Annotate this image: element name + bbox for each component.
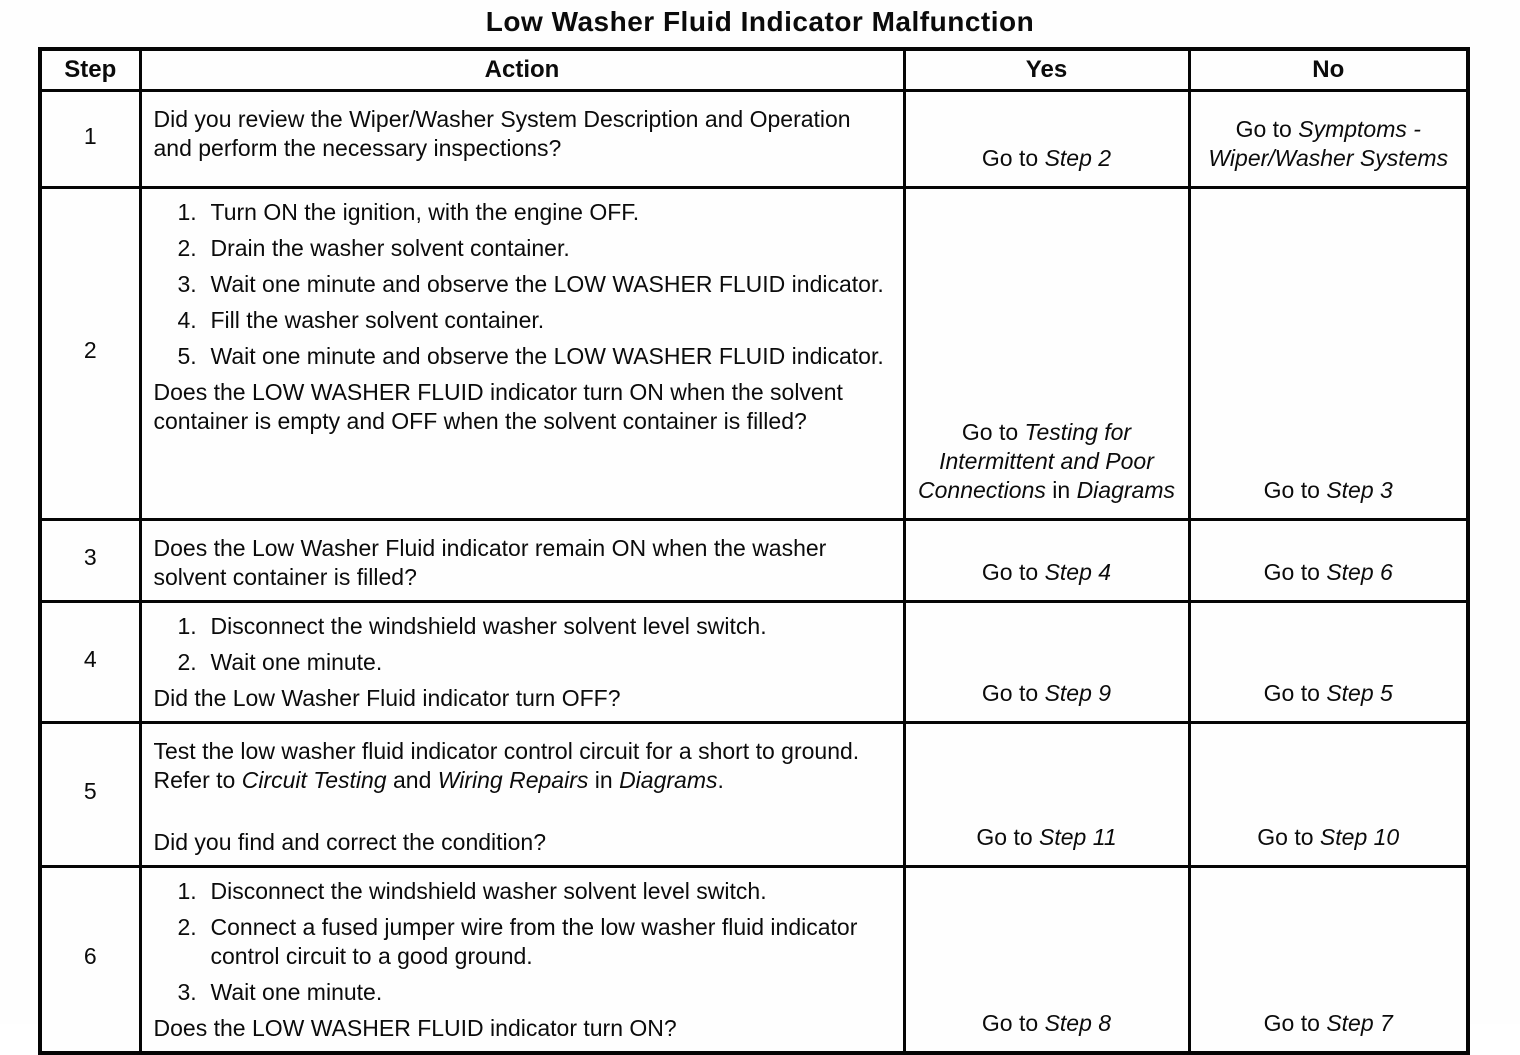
table-row (40, 722, 1468, 866)
action-cell (140, 722, 904, 866)
list-item-number: 1. (177, 877, 197, 904)
action-question (154, 1014, 893, 1043)
text-segment: Connect a fused jumper wire from the low washer fluid indicator control circuit to a good ground. (210, 913, 858, 969)
column-header-no: No (1189, 49, 1468, 90)
table-row (40, 90, 1468, 187)
italic-reference: Diagrams (1076, 476, 1175, 503)
text-segment: Go to (981, 558, 1045, 585)
text-segment: Wait one minute and observe the LOW WASHER FLUID indicator. (210, 342, 884, 369)
action-cell (140, 866, 904, 1053)
table-row (40, 866, 1468, 1053)
numbered-list-item (178, 270, 893, 299)
step-cell: 2 (40, 187, 140, 519)
text-segment: Wait one minute. (210, 978, 383, 1005)
text-segment: in (1045, 476, 1077, 503)
text-segment: Go to (1263, 679, 1327, 706)
table-header (40, 49, 1468, 90)
list-item-number: 5. (177, 342, 197, 369)
no-cell (1189, 519, 1468, 601)
list-item-text (211, 648, 893, 677)
text-segment: Go to (961, 418, 1025, 445)
numbered-list-item (178, 913, 893, 971)
list-item-number: 1. (177, 612, 197, 639)
yes-cell (904, 722, 1189, 866)
text-segment: Turn ON the ignition, with the engine OFF. (210, 198, 640, 225)
numbered-list-item (178, 342, 893, 371)
text-segment: Go to (981, 144, 1045, 171)
action-cell (140, 519, 904, 601)
text-segment: Fill the washer solvent container. (210, 306, 545, 333)
numbered-list-item (178, 648, 893, 677)
column-header-yes: Yes (904, 49, 1189, 90)
list-item-text (211, 306, 893, 335)
table-row (40, 601, 1468, 722)
italic-reference: Testing for Intermittent and Poor Connections (918, 418, 1154, 503)
table-row (40, 519, 1468, 601)
italic-reference: Step 8 (1044, 1009, 1112, 1036)
text-segment: in (588, 766, 620, 793)
text-segment: Go to (1235, 115, 1299, 142)
text-segment: . (717, 766, 724, 793)
numbered-list-item (178, 306, 893, 335)
italic-reference: Step 11 (1039, 823, 1117, 850)
text-segment: Disconnect the windshield washer solvent level switch. (210, 877, 767, 904)
italic-reference: Wiring Repairs (437, 766, 589, 793)
italic-reference: Step 9 (1044, 679, 1112, 706)
action-question (154, 828, 893, 857)
page-title: Low Washer Fluid Indicator Malfunction (485, 6, 1035, 37)
list-item-text (211, 877, 893, 906)
text-segment: Go to (1263, 558, 1327, 585)
italic-reference: Step 3 (1326, 476, 1393, 503)
list-item-text (211, 270, 893, 299)
text-segment: Test the low washer fluid indicator control circuit for a short to ground. Refer to (153, 737, 860, 793)
action-question (154, 378, 893, 436)
column-header-step: Step (40, 49, 140, 90)
action-cell (140, 601, 904, 722)
text-segment: Does the LOW WASHER FLUID indicator turn ON when the solvent container is empty and OFF when the solvent container is filled? (153, 378, 843, 434)
numbered-list-item (178, 612, 893, 641)
yes-cell (904, 519, 1189, 601)
list-item-text (211, 612, 893, 641)
column-header-action: Action (140, 49, 904, 90)
no-cell (1189, 187, 1468, 519)
list-item-number: 3. (177, 270, 197, 297)
yes-cell (904, 866, 1189, 1053)
italic-reference: Step 6 (1326, 558, 1393, 585)
step-cell: 3 (40, 519, 140, 601)
header-row (40, 49, 1468, 90)
text-segment: Does the LOW WASHER FLUID indicator turn ON? (153, 1014, 677, 1041)
yes-cell (904, 90, 1189, 187)
list-item-number: 1. (177, 198, 197, 225)
text-segment: and (386, 766, 438, 793)
italic-reference: Symptoms - Wiper/Washer Systems (1208, 115, 1449, 171)
table-row (40, 187, 1468, 519)
step-cell: 6 (40, 866, 140, 1053)
text-segment: Go to (981, 1009, 1045, 1036)
list-item-text (211, 978, 893, 1007)
text-segment: Wait one minute and observe the LOW WASHER FLUID indicator. (210, 270, 884, 297)
no-cell (1189, 722, 1468, 866)
action-question (154, 684, 893, 713)
action-cell (140, 187, 904, 519)
italic-reference: Step 7 (1326, 1009, 1393, 1036)
diagnostic-table (38, 47, 1470, 1055)
action-cell (140, 90, 904, 187)
yes-cell (904, 601, 1189, 722)
step-cell: 1 (40, 90, 140, 187)
no-cell (1189, 601, 1468, 722)
text-segment: Drain the washer solvent container. (210, 234, 570, 261)
action-question (154, 534, 893, 592)
list-item-text (211, 234, 893, 263)
action-question (154, 737, 893, 795)
list-item-number: 3. (177, 978, 197, 1005)
italic-reference: Step 2 (1044, 144, 1112, 171)
no-cell (1189, 90, 1468, 187)
text-segment: Did the Low Washer Fluid indicator turn OFF? (153, 684, 621, 711)
text-segment: Wait one minute. (210, 648, 383, 675)
step-cell: 5 (40, 722, 140, 866)
list-item-number: 4. (177, 306, 197, 333)
text-segment: Go to (981, 679, 1045, 706)
list-item-text (211, 198, 893, 227)
list-item-text (211, 342, 893, 371)
italic-reference: Step 4 (1044, 558, 1112, 585)
text-segment: Go to (1263, 1009, 1327, 1036)
text-segment: Did you find and correct the condition? (153, 828, 547, 855)
text-segment: Did you review the Wiper/Washer System Description and Operation and perform the necessary inspections? (153, 105, 851, 161)
text-segment: Go to (976, 823, 1040, 850)
text-segment: Go to (1263, 476, 1327, 503)
text-segment: Go to (1257, 823, 1320, 850)
action-question (154, 105, 893, 163)
step-cell: 4 (40, 601, 140, 722)
numbered-list-item (178, 198, 893, 227)
numbered-list-item (178, 877, 893, 906)
italic-reference: Step 5 (1326, 679, 1393, 706)
italic-reference: Step 10 (1319, 823, 1400, 850)
numbered-list-item (178, 234, 893, 263)
list-item-text (211, 913, 893, 971)
yes-cell (904, 187, 1189, 519)
list-item-number: 2. (177, 913, 197, 940)
italic-reference: Circuit Testing (241, 766, 387, 793)
list-item-number: 2. (177, 234, 197, 261)
text-segment: Does the Low Washer Fluid indicator remain ON when the washer solvent container is filled? (153, 534, 827, 590)
italic-reference: Diagrams (619, 766, 718, 793)
table-body (40, 90, 1468, 1053)
text-segment: Disconnect the windshield washer solvent level switch. (210, 612, 767, 639)
list-item-number: 2. (177, 648, 197, 675)
no-cell (1189, 866, 1468, 1053)
numbered-list-item (178, 978, 893, 1007)
